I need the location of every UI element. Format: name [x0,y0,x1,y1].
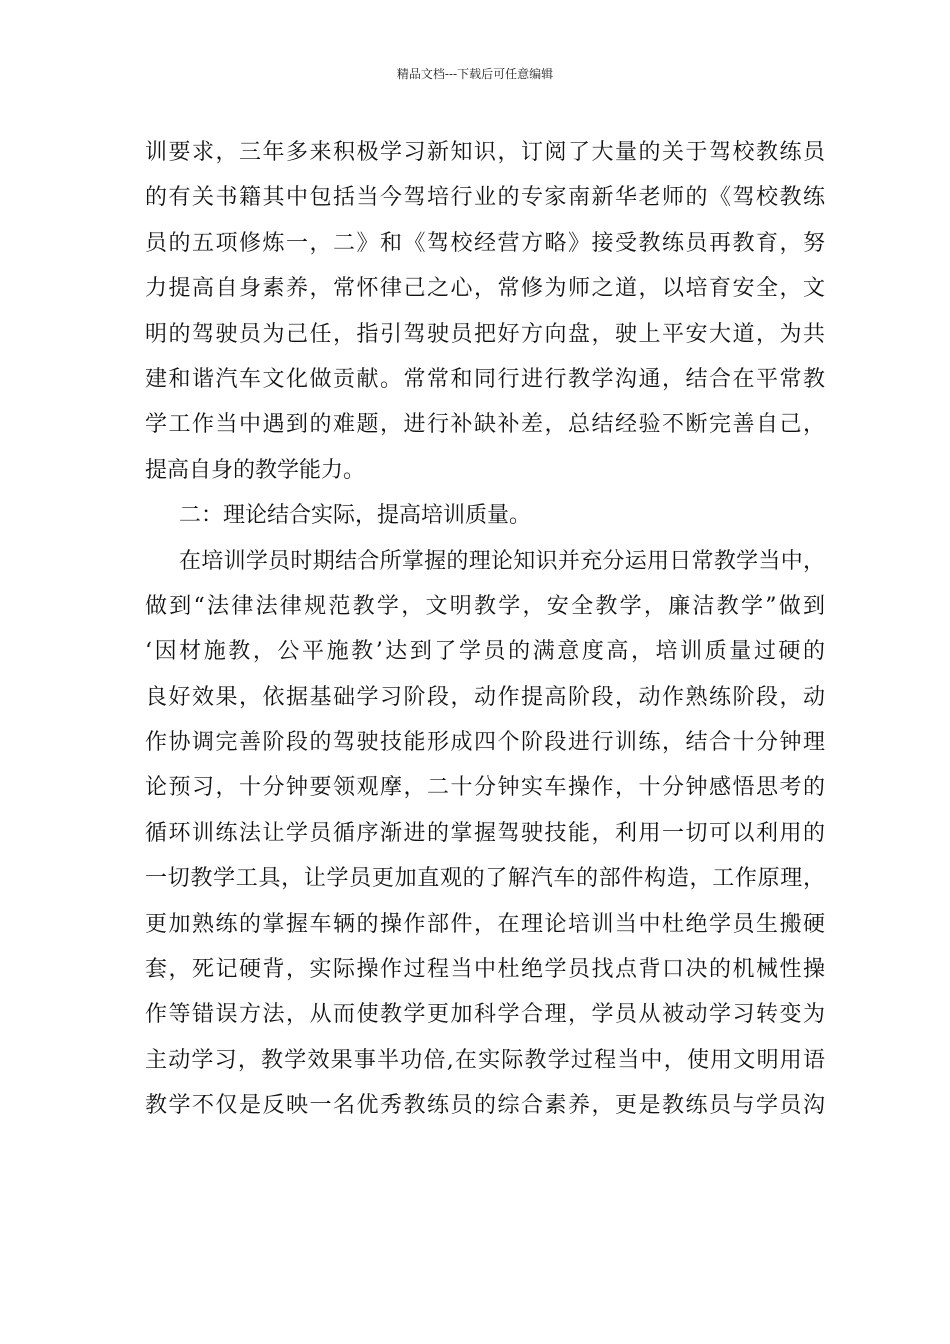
text-line: 套，死记硬背，实际操作过程当中杜绝学员找点背口决的机械性操 [145,957,825,983]
text-line: 训要求，三年多来积极学习新知识，订阅了大量的关于驾校教练员 [145,140,825,165]
text-line: 的有关书籍其中包括当今驾培行业的专家南新华老师的《驾校教练 [145,185,825,211]
text-line: 更加熟练的掌握车辆的操作部件，在理论培训当中杜绝学员生搬硬 [145,911,825,937]
text-line: 作协调完善阶段的驾驶技能形成四个阶段进行训练，结合十分钟理 [145,730,825,756]
text-line: 论预习，十分钟要领观摩，二十分钟实车操作，十分钟感悟思考的 [145,775,825,801]
text-line: 学工作当中遇到的难题，进行补缺补差，总结经验不断完善自己， [145,412,825,438]
text-line: 作等错误方法，从而使教学更加科学合理，学员从被动学习转变为 [145,1002,825,1028]
text-line: 在培训学员时期结合所掌握的理论知识并充分运用日常教学当中， [179,548,825,574]
text-line: 建和谐汽车文化做贡献。常常和同行进行教学沟通，结合在平常教 [145,366,825,392]
text-line: 良好效果，依据基础学习阶段，动作提高阶段，动作熟练阶段，动 [145,684,825,710]
text-line: 教学不仅是反映一名优秀教练员的综合素养，更是教练员与学员沟 [145,1093,825,1119]
section-heading: 二：理论结合实际，提高培训质量。 [179,503,532,529]
text-line: 力提高自身素养，常怀律己之心，常修为师之道，以培育安全，文 [145,276,825,302]
text-line: 明的驾驶员为己任，指引驾驶员把好方向盘，驶上平安大道，为共 [145,321,825,347]
body-text [145,130,825,1129]
text-line: ‘因材施教，公平施教’达到了学员的满意度高，培训质量过硬的 [145,639,825,665]
text-line: 员的五项修炼一，二》和《驾校经营方略》接受教练员再教育，努 [145,230,825,256]
text-line: 做到“法律法律规范教学，文明教学，安全教学，廉洁教学”做到 [145,593,825,619]
text-line: 主动学习，教学效果事半功倍,在实际教学过程当中，使用文明用语 [145,1047,825,1073]
text-line: 一切教学工具，让学员更加直观的了解汽车的部件构造，工作原理， [145,866,825,892]
text-line: 循环训练法让学员循序渐进的掌握驾驶技能，利用一切可以利用的 [145,820,825,846]
page-header: 精品文档---下载后可任意编辑 [396,67,554,81]
text-line: 提高自身的教学能力。 [145,457,366,483]
